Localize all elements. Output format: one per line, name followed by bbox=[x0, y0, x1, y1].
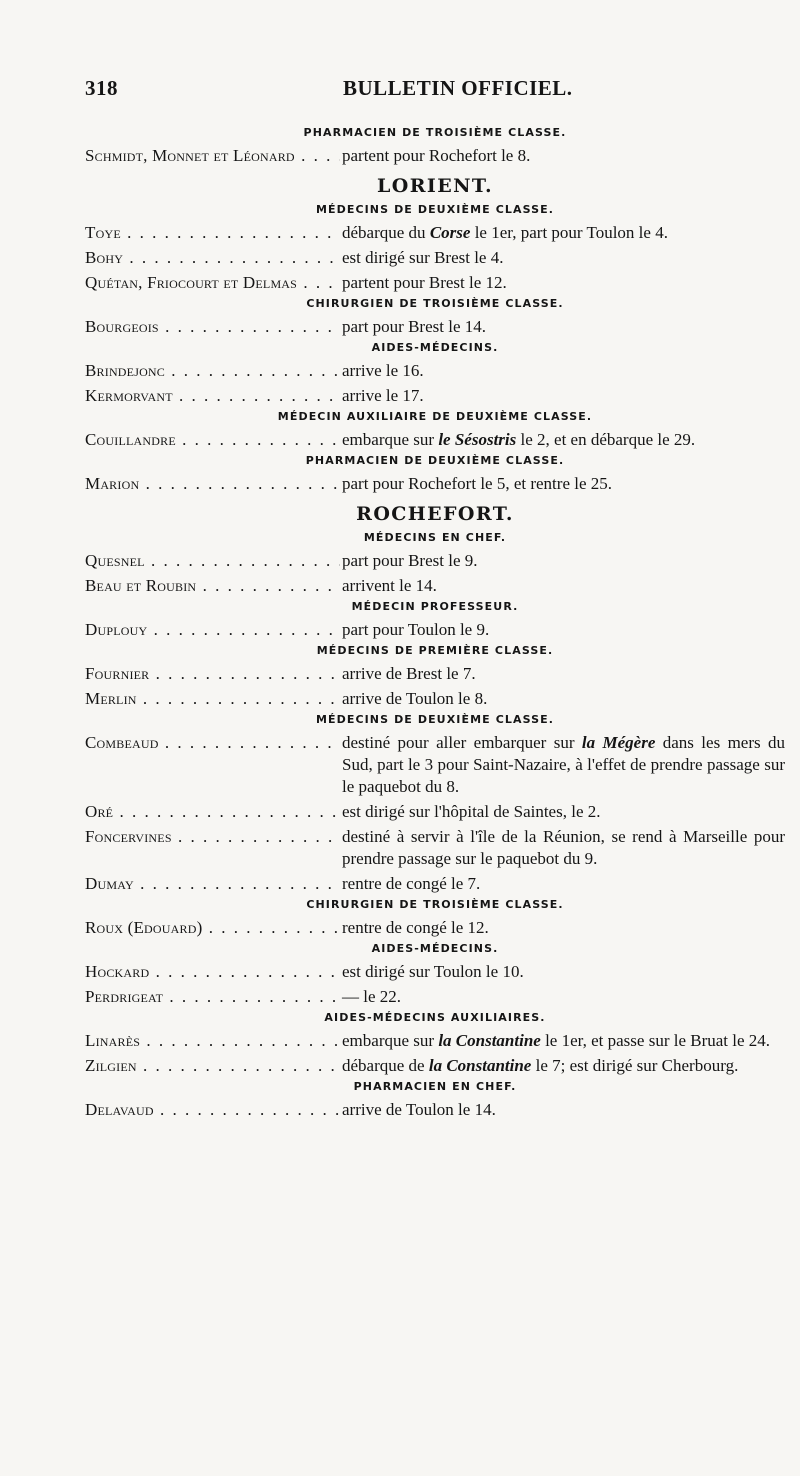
page-header bbox=[85, 76, 710, 106]
personnel-entry bbox=[85, 826, 785, 870]
officer-name: Duplouy . . . bbox=[85, 619, 340, 641]
movement-description: destiné à servir à l'île de la Réunion, se rend à Marseille pour prendre passage sur le paquebot du 9. bbox=[342, 827, 785, 868]
personnel-entry bbox=[85, 575, 785, 597]
movement-description: arrive le 16. bbox=[342, 361, 424, 380]
movement-text: le 1er, part pour Toulon le 4. bbox=[470, 223, 668, 242]
movement-description: est dirigé sur Toulon le 10. bbox=[342, 962, 524, 981]
movement-text: dans les mers du Sud, part le 3 pour Saint-Nazaire, à l'effet de prendre passage sur le paquebot du 8. bbox=[342, 733, 785, 796]
personnel-entry bbox=[85, 619, 785, 641]
document-body bbox=[85, 124, 785, 1124]
officer-name: Marion . . . bbox=[85, 473, 340, 495]
section-heading: MÉDECINS DE DEUXIÈME CLASSE. bbox=[315, 713, 555, 726]
movement-text: le 7; est dirigé sur Cherbourg. bbox=[531, 1056, 739, 1075]
personnel-entry bbox=[85, 473, 785, 495]
personnel-entry bbox=[85, 732, 785, 798]
movement-text: embarque sur bbox=[342, 430, 439, 449]
ship-name: la Mégère bbox=[581, 733, 656, 752]
movement-description bbox=[340, 429, 785, 451]
section-heading: MÉDECINS DE DEUXIÈME CLASSE. bbox=[315, 203, 555, 216]
personnel-entry bbox=[85, 550, 785, 572]
section-heading: PHARMACIEN DE DEUXIÈME CLASSE. bbox=[305, 454, 565, 467]
officer-name: Couillandre . . . bbox=[85, 429, 340, 451]
ship-name: la Constantine bbox=[428, 1056, 532, 1075]
section-heading: CHIRURGIEN DE TROISIÈME CLASSE. bbox=[306, 898, 564, 911]
movement-text: destiné pour aller embarquer sur bbox=[342, 733, 582, 752]
ship-name: le Sésostris bbox=[438, 430, 517, 449]
movement-text: débarque de bbox=[342, 1056, 429, 1075]
officer-name: Schmidt, Monnet et Léonard . . . bbox=[85, 145, 340, 167]
personnel-entry bbox=[85, 917, 785, 939]
officer-name: Bohy . . . bbox=[85, 247, 340, 269]
officer-name: Foncervines . . . bbox=[85, 826, 340, 870]
personnel-entry bbox=[85, 1055, 785, 1077]
movement-description bbox=[340, 732, 785, 798]
personnel-entry bbox=[85, 961, 785, 983]
section-heading: AIDES-MÉDECINS AUXILIAIRES. bbox=[324, 1011, 546, 1024]
region-heading: LORIENT. bbox=[377, 175, 493, 197]
section-heading: AIDES-MÉDECINS. bbox=[371, 942, 499, 955]
movement-description: arrive de Brest le 7. bbox=[342, 664, 476, 683]
movement-description: partent pour Brest le 12. bbox=[342, 273, 507, 292]
section-heading: CHIRURGIEN DE TROISIÈME CLASSE. bbox=[306, 297, 564, 310]
ship-name: Corse bbox=[429, 223, 471, 242]
section-heading: MÉDECIN PROFESSEUR. bbox=[351, 600, 519, 613]
personnel-entry bbox=[85, 222, 785, 244]
personnel-entry bbox=[85, 663, 785, 685]
officer-name: Quesnel . . . bbox=[85, 550, 340, 572]
section-heading: AIDES-MÉDECINS. bbox=[371, 341, 499, 354]
movement-description: arrive de Toulon le 14. bbox=[342, 1100, 496, 1119]
officer-name: Dumay . . . bbox=[85, 873, 340, 895]
movement-description: arrivent le 14. bbox=[342, 576, 437, 595]
personnel-entry bbox=[85, 1030, 785, 1052]
movement-text: le 2, et en débarque le 29. bbox=[516, 430, 696, 449]
personnel-entry bbox=[85, 873, 785, 895]
movement-description bbox=[340, 222, 785, 244]
personnel-entry bbox=[85, 986, 785, 1008]
movement-description bbox=[340, 1055, 785, 1077]
ship-name: la Constantine bbox=[438, 1031, 541, 1050]
personnel-entry bbox=[85, 316, 785, 338]
officer-name: Delavaud . . . bbox=[85, 1099, 340, 1121]
movement-description: est dirigé sur Brest le 4. bbox=[342, 248, 504, 267]
officer-name: Perdrigeat . . . bbox=[85, 986, 340, 1008]
section-heading: MÉDECIN AUXILIAIRE DE DEUXIÈME CLASSE. bbox=[277, 410, 593, 423]
officer-name: Zilgien . . . bbox=[85, 1055, 340, 1077]
movement-description: rentre de congé le 7. bbox=[342, 874, 481, 893]
movement-description: arrive le 17. bbox=[342, 386, 424, 405]
officer-name: Fournier . . . bbox=[85, 663, 340, 685]
officer-name: Brindejonc . . . bbox=[85, 360, 340, 382]
officer-name: Roux (Edouard) . . . bbox=[85, 917, 340, 939]
movement-description: part pour Toulon le 9. bbox=[342, 620, 490, 639]
officer-name: Oré . . . bbox=[85, 801, 340, 823]
officer-name: Beau et Roubin . . . bbox=[85, 575, 340, 597]
section-heading: MÉDECINS DE PREMIÈRE CLASSE. bbox=[316, 644, 554, 657]
section-heading: PHARMACIEN DE TROISIÈME CLASSE. bbox=[303, 126, 567, 139]
personnel-entry bbox=[85, 801, 785, 823]
page-number: 318 bbox=[85, 76, 118, 100]
section-heading: PHARMACIEN EN CHEF. bbox=[353, 1080, 517, 1093]
section-heading: MÉDECINS EN CHEF. bbox=[363, 531, 507, 544]
movement-description: part pour Brest le 14. bbox=[342, 317, 486, 336]
movement-text: embarque sur bbox=[342, 1031, 439, 1050]
officer-name: Combeaud . . . bbox=[85, 732, 340, 798]
personnel-entry bbox=[85, 247, 785, 269]
personnel-entry bbox=[85, 272, 785, 294]
movement-description: rentre de congé le 12. bbox=[342, 918, 489, 937]
region-heading: ROCHEFORT. bbox=[356, 503, 514, 525]
personnel-entry bbox=[85, 429, 785, 451]
personnel-entry bbox=[85, 360, 785, 382]
movement-description: — le 22. bbox=[342, 987, 402, 1006]
personnel-entry bbox=[85, 1099, 785, 1121]
personnel-entry bbox=[85, 385, 785, 407]
movement-description: est dirigé sur l'hôpital de Saintes, le 2. bbox=[342, 802, 601, 821]
officer-name: Kermorvant . . . bbox=[85, 385, 340, 407]
officer-name: Linarès . . . bbox=[85, 1030, 340, 1052]
officer-name: Bourgeois . . . bbox=[85, 316, 340, 338]
officer-name: Quétan, Friocourt et Delmas . . . bbox=[85, 272, 340, 294]
personnel-entry bbox=[85, 145, 785, 167]
movement-description: part pour Rochefort le 5, et rentre le 25. bbox=[342, 474, 613, 493]
officer-name: Toye . . . bbox=[85, 222, 340, 244]
officer-name: Hockard . . . bbox=[85, 961, 340, 983]
movement-text: débarque du bbox=[342, 223, 430, 242]
movement-description: partent pour Rochefort le 8. bbox=[342, 146, 531, 165]
running-title: BULLETIN OFFICIEL. bbox=[343, 76, 573, 100]
officer-name: Merlin . . . bbox=[85, 688, 340, 710]
movement-description: arrive de Toulon le 8. bbox=[342, 689, 488, 708]
movement-description: part pour Brest le 9. bbox=[342, 551, 478, 570]
movement-description bbox=[340, 1030, 785, 1052]
personnel-entry bbox=[85, 688, 785, 710]
movement-text: le 1er, et passe sur le Bruat le 24. bbox=[540, 1031, 771, 1050]
